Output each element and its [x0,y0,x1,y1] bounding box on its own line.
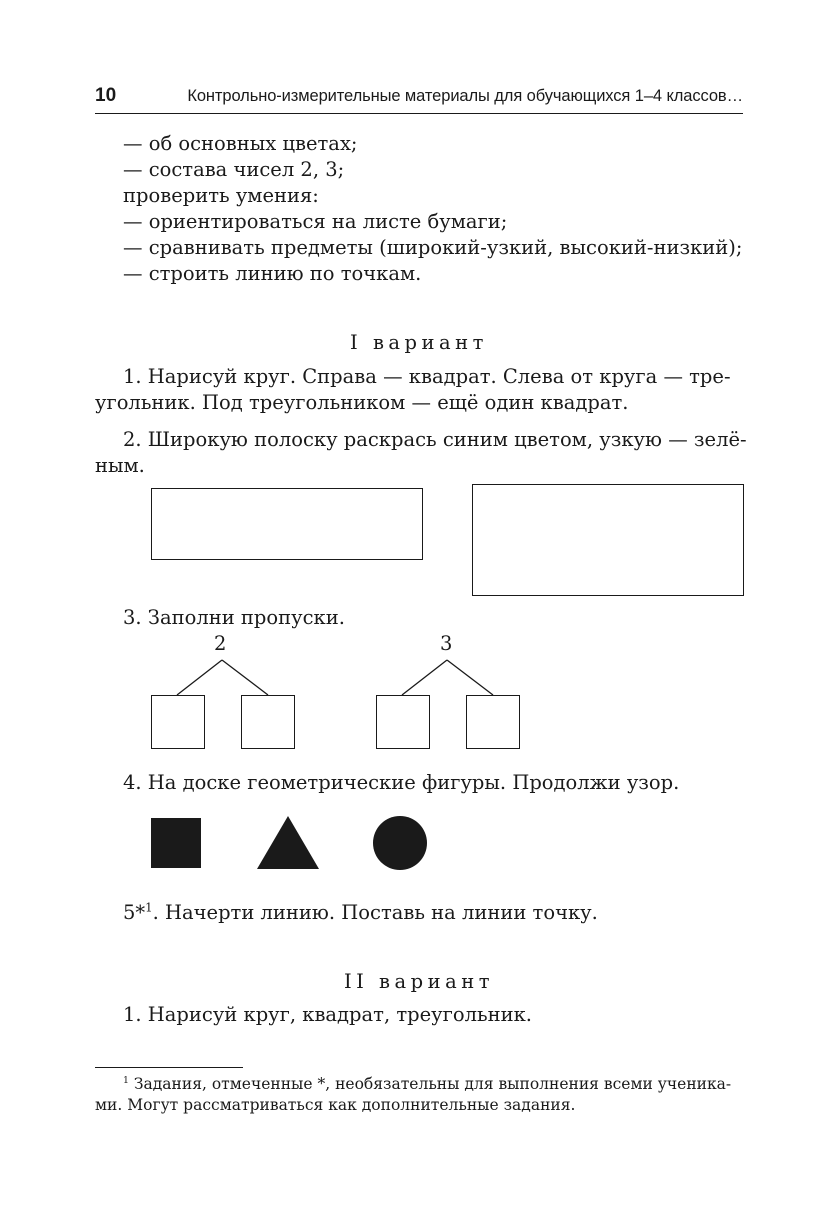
task-5-text: . Начерти линию. Поставь на линии точку. [152,901,598,924]
intro-line: проверить умения: [123,184,319,207]
task-4: 4. На доске геометрические фигуры. Продолжи узор. [123,771,680,794]
task-5 [123,900,598,926]
intro-line: — об основных цветах; [123,132,358,155]
blank-square [376,695,430,749]
variant-2-heading: II вариант [343,970,495,993]
task-5-number: 5* [123,901,146,924]
intro-line: — ориентироваться на листе бумаги; [123,210,508,233]
task-2-line-2: ным. [95,454,145,477]
filled-circle-shape [373,816,427,870]
footnote-line-1 [123,1074,731,1095]
blank-square [241,695,295,749]
filled-square-shape [151,818,201,868]
page-number: 10 [95,85,117,106]
tree-number-2: 2 [214,632,227,655]
task-2-line-1: 2. Широкую полоску раскрась синим цветом, узкую — зелё- [123,428,747,451]
tree-left-branch [177,660,222,695]
task-3: 3. Заполни пропуски. [123,606,345,629]
intro-line: — строить линию по точкам. [123,262,422,285]
blank-square [151,695,205,749]
tree-right-branch [222,660,268,695]
footnote-text: Задания, отмеченные *, необязательны для выполнения всеми ученика- [128,1075,732,1093]
running-title: Контрольно-измерительные материалы для обучающихся 1–4 классов… [187,87,743,105]
tree-left-branch [402,660,447,695]
filled-triangle-shape [257,816,319,869]
footnote-marker: 1 [123,1074,129,1086]
footnote-line-2: ми. Могут рассматриваться как дополнительные задания. [95,1096,576,1114]
intro-line: — состава чисел 2, 3; [123,158,345,181]
footnote-ref: 1 [145,900,153,915]
task-1-line-1: 1. Нарисуй круг. Справа — квадрат. Слева от круга — тре- [123,365,731,388]
tree-right-branch [447,660,493,695]
task-1-line-2: угольник. Под треугольником — ещё один квадрат. [95,391,629,414]
shape-pattern [0,810,827,880]
variant-1-heading: I вариант [350,331,488,354]
variant-2-task-1: 1. Нарисуй круг, квадрат, треугольник. [123,1003,532,1026]
blank-square [466,695,520,749]
footnote-rule [95,1067,243,1068]
intro-line: — сравнивать предметы (широкий-узкий, высокий-низкий); [123,236,743,259]
tree-number-3: 3 [440,632,453,655]
